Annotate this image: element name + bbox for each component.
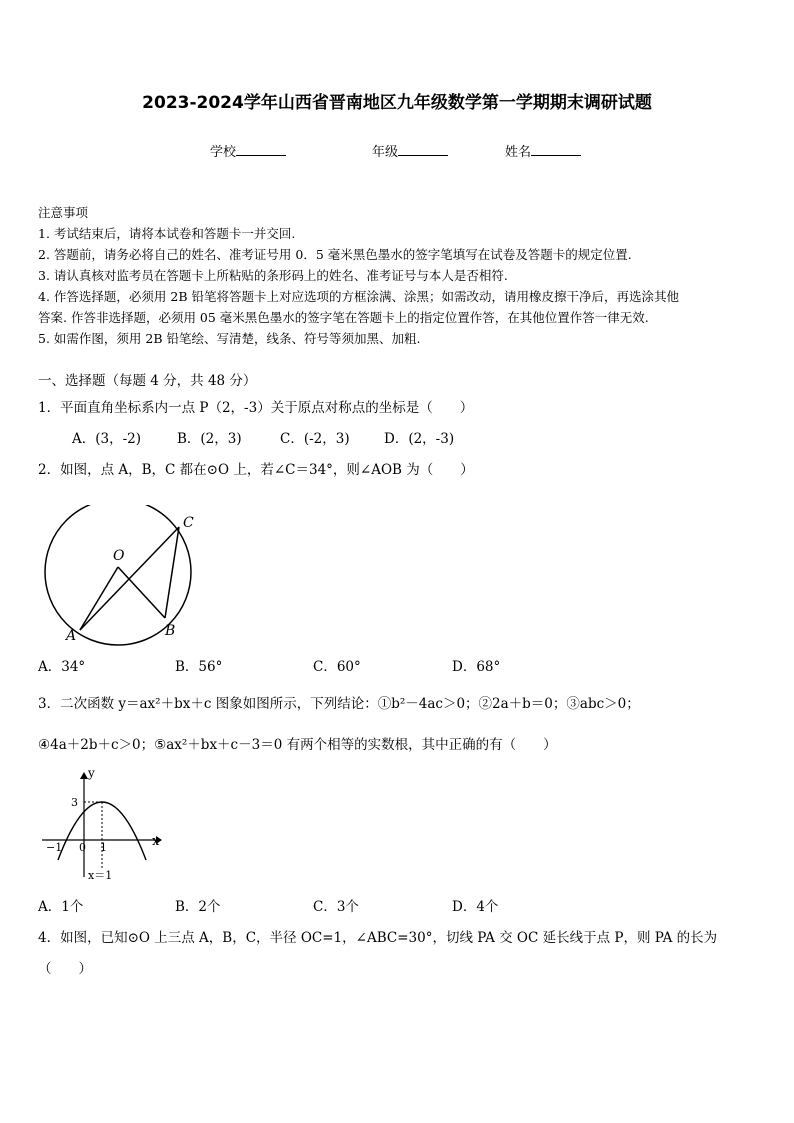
note-item: 3. 请认真核对监考员在答题卡上所粘贴的条形码上的姓名、准考证号与本人是否相符.: [38, 268, 508, 283]
segment-bc: [165, 527, 179, 618]
name-label: 姓名: [505, 145, 532, 160]
q3-option-d: D．4个: [452, 899, 499, 915]
name-field: [505, 141, 581, 160]
q1-option-c: C．(-2，3): [280, 431, 350, 447]
question-1-stem: 1．平面直角坐标系内一点 P（2，-3）关于原点对称点的坐标是（ ）: [38, 400, 474, 416]
y-axis-arrow: [80, 772, 88, 779]
segment-ac: [80, 527, 179, 630]
label-neg-1: −1: [46, 841, 63, 854]
q3-option-b: B．2个: [175, 899, 221, 915]
q2-option-d: D．68°: [452, 659, 501, 675]
school-blank: [236, 143, 286, 156]
label-y: y: [88, 766, 95, 780]
label-1: 1: [100, 841, 107, 854]
label-a: A: [66, 628, 77, 644]
note-item: 答案. 作答非选择题，必须用 05 毫米黑色墨水的签字笔在答题卡上的指定位置作答，在其他位置作答一律无效.: [38, 310, 649, 325]
note-item: 2. 答题前，请务必将自己的姓名、准考证号用 0．5 毫米黑色墨水的签字笔填写在试卷及答题卡的规定位置.: [38, 247, 632, 262]
question-4-stem-line1: 4．如图，已知⊙O 上三点 A，B，C，半径 OC=1，∠ABC=30°，切线 PA 交 OC 延长线于点 P，则 PA 的长为: [38, 930, 718, 946]
circle-figure: [38, 505, 208, 655]
q3-option-a: A．1个: [38, 899, 84, 915]
school-field: [210, 141, 286, 160]
q3-option-c: C．3个: [313, 899, 359, 915]
q2-option-a: A．34°: [38, 659, 86, 675]
label-o: O: [113, 548, 125, 564]
section-heading: 一、选择题（每题 4 分，共 48 分）: [38, 373, 257, 389]
name-blank: [531, 143, 581, 156]
question-3-stem-line2: ④4a＋2b＋c＞0；⑤ax²＋bx＋c－3＝0 有两个相等的实数根，其中正确的有（ ）: [38, 737, 557, 753]
q1-option-a: A．(3，-2): [72, 431, 142, 447]
segment-ob: [118, 567, 165, 618]
q1-option-d: D．(2，-3): [384, 431, 455, 447]
segment-oa: [80, 567, 118, 630]
page-title: 2023-2024学年山西省晋南地区九年级数学第一学期期末调研试题: [142, 93, 652, 113]
question-2-stem: 2．如图，点 A，B，C 都在⊙O 上，若∠C＝34°，则∠AOB 为（ ）: [38, 462, 474, 478]
label-b: B: [165, 623, 176, 639]
note-item: 4. 作答选择题，必须用 2B 铅笔将答题卡上对应选项的方框涂满、涂黑；如需改动，请用橡皮擦干净后，再选涂其他: [38, 289, 679, 304]
parabola-figure: [38, 765, 168, 885]
school-label: 学校: [210, 145, 237, 160]
notes-heading: 注意事项: [38, 205, 89, 220]
label-3: 3: [71, 796, 78, 809]
label-x: x: [152, 834, 160, 849]
note-item: 1. 考试结束后，请将本试卷和答题卡一并交回.: [38, 226, 296, 241]
question-3-stem-line1: 3．二次函数 y＝ax²＋bx＋c 图象如图所示，下列结论：①b²－4ac＞0；②2a＋b＝0；③abc＞0；: [38, 696, 640, 712]
q1-option-b: B．(2，3): [177, 431, 242, 447]
label-0: 0: [79, 841, 86, 854]
grade-field: [372, 141, 448, 160]
note-item: 5. 如需作图，须用 2B 铅笔绘、写清楚，线条、符号等须加黑、加粗.: [38, 331, 421, 346]
label-axis-x-eq-1: x＝1: [88, 869, 113, 882]
grade-label: 年级: [372, 145, 399, 160]
grade-blank: [398, 143, 448, 156]
question-4-stem-line2: （ ）: [38, 961, 92, 977]
label-c: C: [183, 515, 194, 531]
q2-option-b: B．56°: [175, 659, 223, 675]
q2-option-c: C．60°: [313, 659, 361, 675]
